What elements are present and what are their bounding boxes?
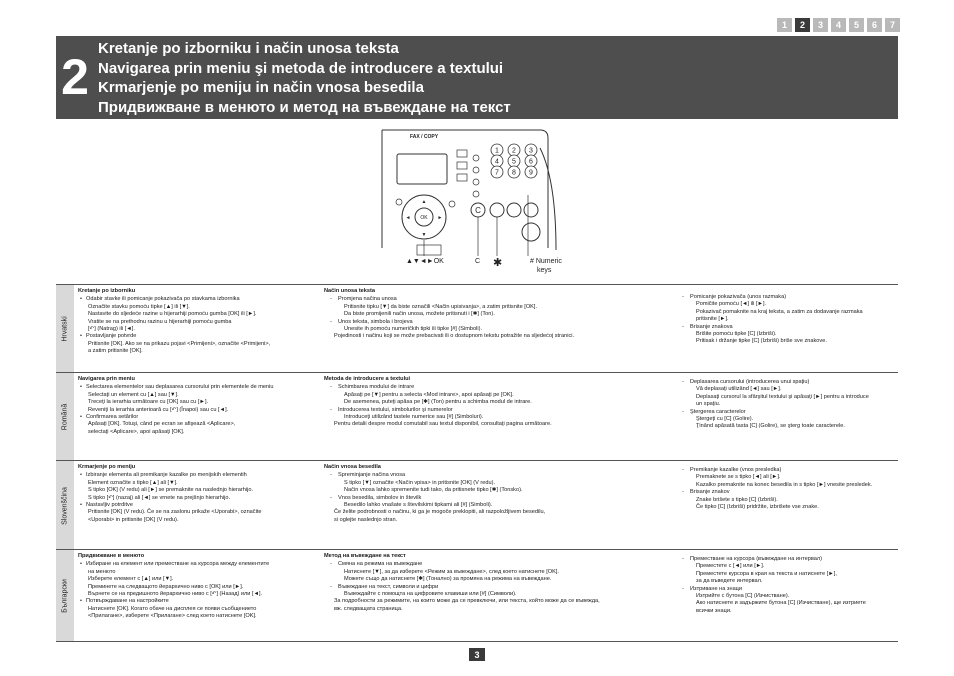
device-illustration	[0, 120, 954, 280]
panel-button	[473, 191, 479, 197]
text-line: Treceţi la ierarhia următoare cu [OK] sau cu [►].	[88, 399, 209, 406]
language-label	[56, 550, 74, 642]
text-line: Изберете елемент с [▲] или [▼].	[88, 576, 174, 583]
text-line: Če želite podrobnosti o načinu, ki ga je mogoče preklopiti, ali razpoložljivem besedilu,	[334, 509, 546, 516]
banner-title-sl: Krmarjenje po meniju in način vnosa besedila	[98, 79, 424, 96]
text-line: S tipko [↶] (nazaj) ali [◄] se vrnete na prejšnjo hierarhijo.	[88, 494, 231, 501]
text-line: • Избиране на елемент или преместване на курсора между елементите	[78, 561, 322, 568]
text-line: Pokazivač pomaknite na kraj teksta, a zatim za dodavanje razmaka	[696, 308, 863, 315]
panel-button	[417, 245, 441, 255]
language-label	[56, 373, 74, 461]
language-label-text: Slovenščina	[61, 486, 69, 525]
keypad-key-label: 1	[495, 147, 499, 155]
text-line: • Postavljanje potvrde	[78, 333, 322, 340]
text-line: De asemenea, puteţi apăsa pe [✱] (Ton) pentru a schimba modul de intrare.	[344, 399, 532, 406]
panel-button	[473, 167, 479, 173]
keypad-key-label: 2	[512, 147, 516, 155]
text-line: - Ştergerea caracterelor	[676, 409, 896, 416]
text-line: • Izbiranje elementa ali premikanje kazalke po menijskih elementih	[78, 472, 322, 479]
text-line: Selectaţi un element cu [▲] sau [▼].	[88, 391, 179, 398]
page-tab-7: 7	[885, 18, 900, 32]
lcd-display	[397, 154, 447, 184]
text-line: • Selectarea elementelor sau deplasarea cursorului prin elementele de meniu	[78, 384, 322, 391]
section-col3	[676, 288, 896, 346]
page-tab-1: 1	[777, 18, 792, 32]
text-line: Натиснете [OK]. Когато обаче на дисплея се появи съобщението	[88, 605, 257, 612]
keypad-key-label: 4	[495, 158, 499, 166]
text-line: Introduceţi utilizând tastele numerice sau [#] (Simboluri).	[344, 414, 484, 421]
text-line: Brišite pomoću tipke [C] (Izbriši).	[696, 331, 777, 338]
section-heading: Придвижване в менюто	[78, 553, 145, 559]
text-line: un spaţiu.	[696, 401, 721, 408]
text-line: - Premikanje kazalke (vnos presledka)	[676, 467, 896, 474]
text-line: Натиснете [▼], за да изберете <Режим за въвеждане>, след което натиснете [OK].	[344, 568, 559, 575]
text-line: Pojedinosti i načinu koji se može prebacivati ili o dostupnom tekstu potražite na sljedećoj stranici.	[334, 333, 575, 340]
down-arrow-icon: ▼	[421, 232, 427, 238]
language-section	[56, 284, 898, 373]
right-arrow-icon: ►	[437, 215, 443, 221]
text-line: S tipko [▼] označite <Način vpisa> in pritisnite [OK] (V redu).	[344, 479, 496, 486]
symbols-key	[507, 203, 521, 217]
text-line: Unesite ih pomoću numeričkih tipki ili tipke [#] (Simboli).	[344, 326, 483, 333]
stop-key	[524, 203, 538, 217]
text-line: - Schimbarea modului de intrare	[324, 384, 644, 391]
text-line: Vratite se na prethodnu razinu u hijerarhiji pomoću gumba	[88, 318, 232, 325]
left-arrow-icon: ◄	[405, 215, 411, 221]
language-label-text: Български	[61, 579, 69, 613]
text-line: Въвеждайте с помощта на цифровите клавиши или [#] (Символи).	[344, 591, 517, 598]
tone-key	[490, 203, 504, 217]
text-line: Deplasaţi cursorul la sfârşitul textului şi apăsaţi [►] pentru a introduce	[696, 393, 869, 400]
text-line: Vă deplasaţi utilizând [◄] sau [►].	[696, 386, 782, 393]
section-heading: Metoda de introducere a textului	[324, 376, 411, 382]
text-line: - Promjena načina unosa	[324, 296, 644, 303]
section-col3	[676, 464, 896, 511]
text-line: - Brisanje znakov	[676, 489, 896, 496]
text-line: a zatim pritisnite [OK].	[88, 348, 143, 355]
text-line: Pritisnite [OK]. Ako se na prikazu pojavi <Primijeni>, označite <Primijeni>,	[88, 340, 271, 347]
text-line: Върнете се на предишното йерархично ниво с [↶] (Назад) или [◄].	[88, 591, 263, 598]
text-line: <Uporabi> in pritisnite [OK] (V redu).	[88, 516, 179, 523]
text-line: Da biste promijenili način unosa, možete pritisnuti i [✱] (Ton).	[344, 311, 495, 318]
text-line: • Confirmarea setărilor	[78, 414, 322, 421]
text-line: Преминете на следващото йерархично ниво с [OK] или [►].	[88, 583, 244, 590]
text-line: вж. следващата страница.	[334, 605, 403, 612]
text-line: [↶] (Natrag) ili [◄].	[88, 326, 135, 333]
text-line: - Смяна на режима на въвеждане	[324, 561, 644, 568]
text-line: - Brisanje znakova	[676, 324, 896, 331]
banner-title-bg: Придвижване в менюто и метод на въвеждане на текст	[98, 98, 511, 116]
section-col2	[324, 553, 644, 613]
section-heading: Метод на въвеждане на текст	[324, 553, 406, 559]
panel-button	[457, 174, 467, 181]
text-line: - Pomicanje pokazivača (unos razmaka)	[676, 294, 896, 301]
text-line: Znake brišete s tipko [C] (Izbriši).	[696, 496, 778, 503]
language-label-text: Hrvatski	[61, 316, 69, 342]
text-line: Изтрийте с бутона [C] (Изчистване).	[696, 593, 790, 600]
section-heading: Način vnosa besedila	[324, 464, 381, 470]
language-section	[56, 460, 898, 550]
panel-button	[449, 201, 455, 207]
up-arrow-icon: ▲	[421, 199, 427, 205]
section-col2	[324, 376, 644, 429]
text-line: Pritisak i držanje tipke [C] (Izbriši) briše sve znakove.	[696, 338, 827, 345]
keypad-key-label: 3	[529, 147, 533, 155]
text-line: За подробности за режимите, на които може да се превключи, или текста, който може да се въвежда,	[334, 598, 600, 605]
text-line: Premaknete se s tipko [◄] ali [►].	[696, 474, 781, 481]
banner-titles	[98, 39, 511, 117]
text-line: si oglejte naslednjo stran.	[334, 516, 398, 523]
bottom-rule	[56, 641, 898, 642]
text-line: Pritisnite [OK] (V redu). Če se na zaslonu prikaže <Uporabi>, označite	[88, 509, 262, 516]
text-line: - Unos teksta, simbola i brojeva	[324, 319, 644, 326]
page-tab-3: 3	[813, 18, 828, 32]
panel-button	[473, 155, 479, 161]
text-line: Преместете с [◄] или [►].	[696, 563, 765, 570]
keypad-key-label: 6	[529, 158, 533, 166]
clear-key-glyph: C	[475, 206, 481, 215]
text-line: Pentru detalii despre modul comutabil sau textul disponibil, consultaţi pagina următoare.	[334, 421, 552, 428]
language-label	[56, 285, 74, 373]
text-line: - Deplasarea cursorului (introducerea unui spaţiu)	[676, 379, 896, 386]
keypad-key-label: 5	[512, 158, 516, 166]
page-tab-6: 6	[867, 18, 882, 32]
text-line: - Vnos besedila, simbolov in številk	[324, 495, 644, 502]
text-line: - Introducerea textului, simbolurilor şi numerelor	[324, 407, 644, 414]
panel-button	[457, 150, 467, 157]
text-line: Kazalko premaknite na konec besedila in s tipko [►] vnesite presledek.	[696, 481, 873, 488]
text-line: на менюто	[88, 568, 116, 575]
text-line: Apăsaţi pe [▼] pentru a selecta <Mod intrare>, apoi apăsaţi pe [OK].	[344, 391, 514, 398]
language-label-text: Română	[61, 403, 69, 431]
text-line: Pritisnite tipku [▼] da biste označili <Način upisivanja>, a zatim pritisnite [OK].	[344, 303, 538, 310]
text-line: всички знаци.	[696, 607, 732, 614]
section-col2	[324, 288, 644, 341]
banner-title-ro: Navigarea prin meniu şi metoda de introducere a textului	[98, 59, 504, 77]
text-line: - Изтриване на знаци	[676, 586, 896, 593]
text-line: - Spreminjanje načina vnosa	[324, 472, 644, 479]
language-label	[56, 461, 74, 550]
back-key	[396, 199, 402, 205]
banner-title-hr: Kretanje po izborniku i način unosa teksta	[98, 40, 399, 57]
keypad-key-label: 7	[495, 169, 499, 177]
section-heading: Navigarea prin meniu	[78, 376, 135, 382]
section-heading: Način unosa teksta	[324, 288, 375, 294]
page-tab-5: 5	[849, 18, 864, 32]
section-col2	[324, 464, 644, 524]
callout-keys-label-2: keys	[537, 267, 552, 274]
text-line: Besedilo lahko vnašate s številskimi tipkami ali [#] (Simboli).	[344, 502, 493, 509]
text-line: Reveniţi la ierarhia anterioară cu [↶] (Înapoi) sau cu [◄].	[88, 406, 229, 413]
page-tabs	[777, 18, 900, 32]
text-line: Ştergeţi cu [C] (Golire).	[696, 416, 754, 423]
keypad-key-label: 9	[529, 169, 533, 177]
section-banner	[56, 36, 898, 119]
page-tab-4: 4	[831, 18, 846, 32]
text-line: S tipko [OK] (V redu) ali [►] se premaknite na naslednjo hierarhijo.	[88, 487, 254, 494]
section-col1	[78, 464, 322, 524]
text-line: Ţinând apăsată tasta [C] (Golire), se şterg toate caracterele.	[696, 423, 845, 430]
text-line: selectaţi <Aplicare>, apoi apăsaţi [OK].	[88, 428, 185, 435]
text-line: Element označite s tipko [▲] ali [▼].	[88, 479, 178, 486]
text-line: за да въведете интервал.	[696, 578, 763, 585]
keypad-key-label: 8	[512, 169, 516, 177]
panel-logo-label: FAX / COPY	[410, 134, 439, 140]
section-heading: Krmarjenje po meniju	[78, 464, 136, 470]
text-line: Način vnosa lahko spremenite tudi tako, da pritisnete tipko [✱] (Tonsko).	[344, 487, 523, 494]
section-col3	[676, 553, 896, 615]
text-line: Nastavite do sljedeće razine u hijerarhiji pomoću gumba [OK] ili [►].	[88, 311, 257, 318]
text-line: pritisnite [►].	[696, 316, 729, 323]
panel-button	[457, 162, 467, 169]
callout-keys-label: # Numeric	[530, 258, 562, 265]
callout-clear-label: C	[475, 258, 481, 265]
section-col1	[78, 553, 322, 621]
text-line: Pomičite pomoću [◄] ili [►].	[696, 301, 767, 308]
panel-button	[473, 179, 479, 185]
page-tab-2: 2	[795, 18, 810, 32]
text-line: Преместете курсора в края на текста и натиснете [►],	[696, 570, 837, 577]
ok-key-glyph: OK	[420, 215, 428, 221]
section-col1	[78, 376, 322, 436]
text-line: • Nastavljiv potrditve	[78, 502, 322, 509]
numeric-keypad	[491, 144, 537, 178]
section-heading: Kretanje po izborniku	[78, 288, 136, 294]
page-number: 3	[469, 648, 485, 661]
text-line: Можете също да натиснете [✱] (Тонално) за промяна на режима на въвеждане.	[344, 576, 552, 583]
text-line: • Потвърждаване на настройките	[78, 598, 322, 605]
language-section	[56, 372, 898, 461]
text-line: • Odabir stavke ili pomicanje pokazivača po stavkama izbornika	[78, 296, 322, 303]
text-line: - Въвеждане на текст, символи и цифри	[324, 584, 644, 591]
text-line: - Преместване на курсора (въвеждане на интервал)	[676, 556, 896, 563]
language-section	[56, 549, 898, 642]
text-line: Apăsaţi [OK]. Totuşi, când pe ecran se afişează <Aplicare>,	[88, 421, 236, 428]
section-number: 2	[61, 49, 89, 105]
start-key	[522, 223, 540, 241]
section-col1	[78, 288, 322, 356]
section-col3	[676, 376, 896, 431]
callout-nav-label: ▲▼◄►OK	[406, 258, 444, 265]
control-panel-drawing	[0, 120, 954, 280]
callout-tone-label: ✱	[493, 257, 503, 269]
text-line: Ако натиснете и задържите бутона [C] (Изчистване), ще изтриете	[696, 600, 866, 607]
text-line: <Прилагане>, изберете <Прилагане> след което натиснете [OK].	[88, 613, 257, 620]
text-line: Če tipko [C] (Izbriši) pridržite, izbrišete vse znake.	[696, 504, 819, 511]
text-line: Označite stavku pomoću tipke [▲] ili [▼].	[88, 303, 190, 310]
